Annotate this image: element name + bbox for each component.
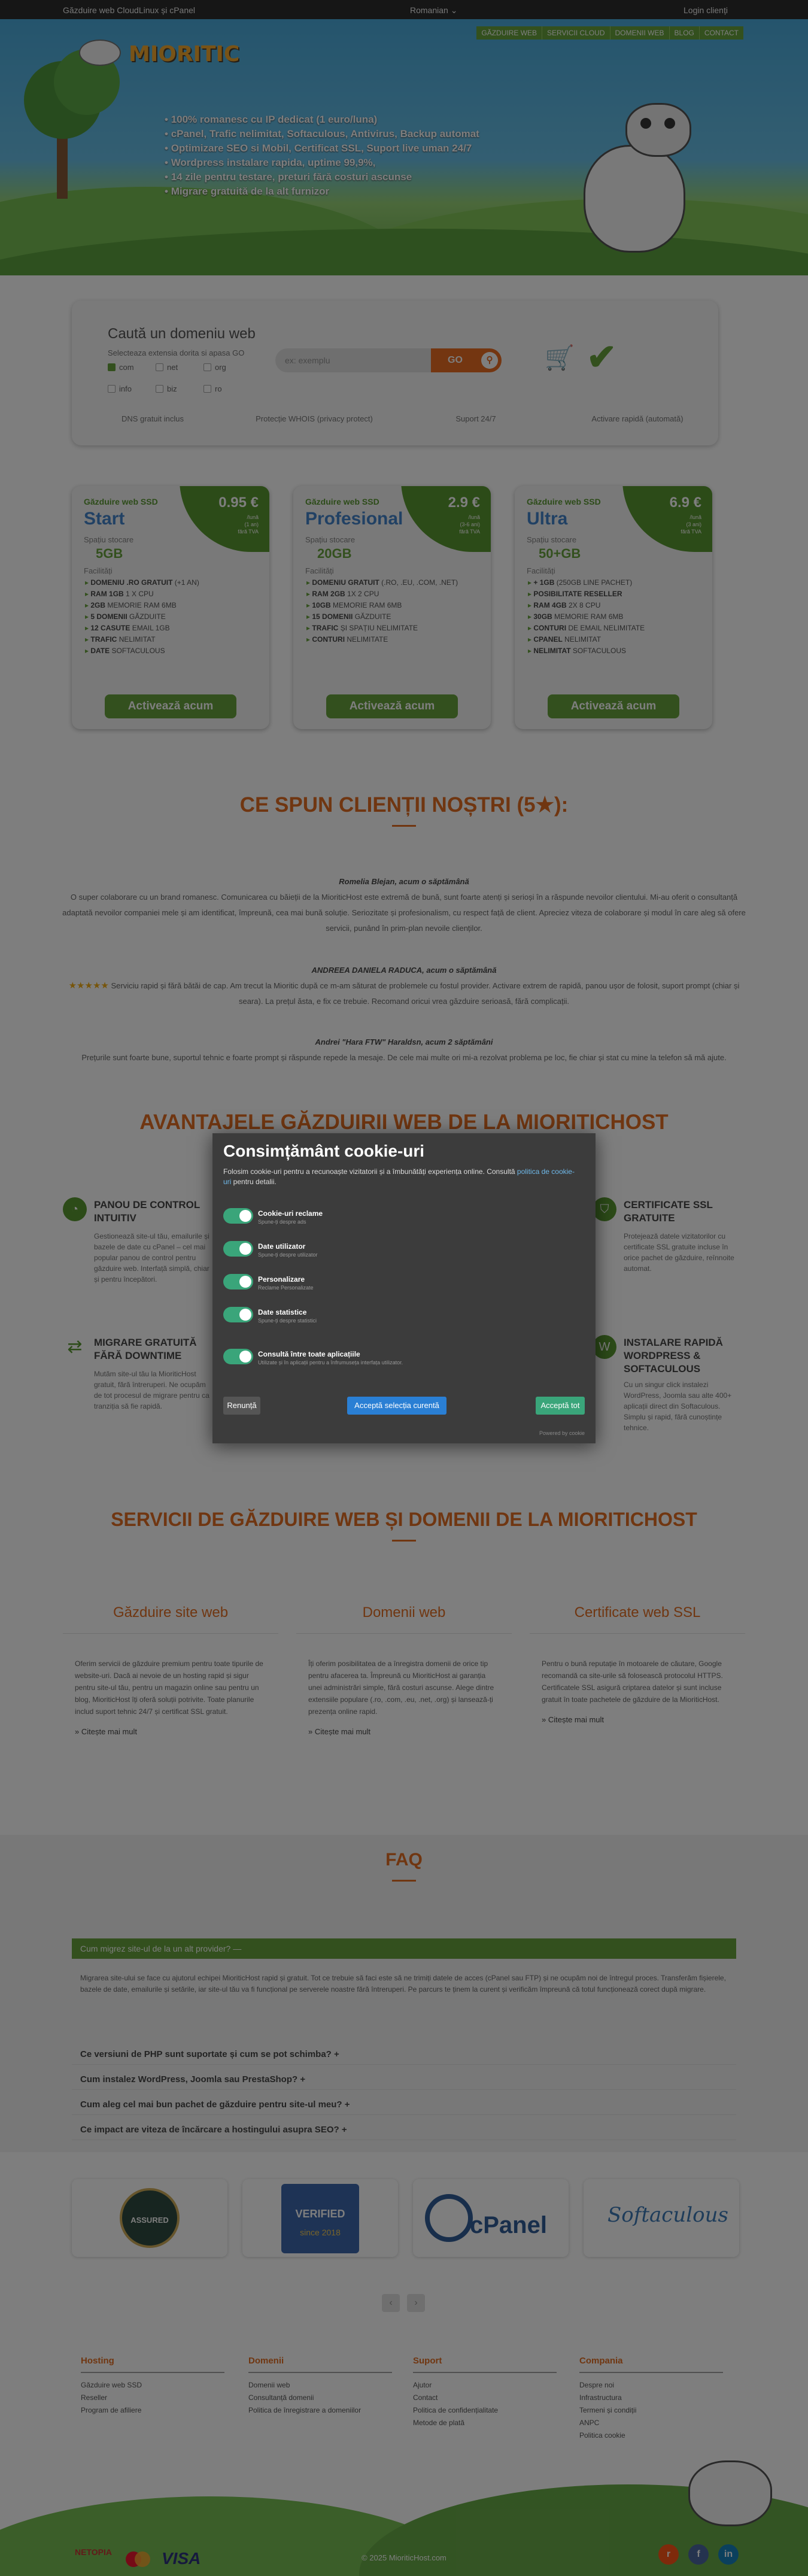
toggle-personalization[interactable] [223,1274,253,1289]
cookie-title: Consimțământ cookie-uri [223,1142,425,1160]
cookie-policy-link[interactable]: politica de cookie-uri [223,1167,575,1186]
accept-selection-button[interactable]: Acceptă selecția curentă [347,1397,446,1415]
cookie-description: Folosim cookie-uri pentru a recunoaște vizitatorii și a îmbunătăți experiența online. Consultă politica de cookie-uri pentru detalii. [223,1167,575,1186]
accept-all-button[interactable]: Acceptă tot [536,1397,585,1415]
toggle-ads[interactable] [223,1208,253,1224]
toggle-all-apps[interactable] [223,1349,253,1364]
toggle-user-data[interactable] [223,1241,253,1257]
powered-by: Powered by cookie [539,1430,585,1436]
refuse-button[interactable]: Renunță [223,1397,260,1415]
cookie-consent-dialog: Consimțământ cookie-uri Folosim cookie-uri pentru a recunoaște vizitatorii și a îmbunătăți experiența online. Consultă politica de cookie-uri pentru detalii. Cookie-uri reclame Spune-ți despre ads Date utilizator Spune-ți despre utilizator Personalizare Reclame Personalizate Date statistice Spune-ți despre statistici Consultă între toate aplicațiile Utilizate și în aplicații pentru a înfrumuseța interfața utilizator. Renunță Acceptă selecția curentă Acceptă tot Powered by cookie [212,1133,596,1443]
toggle-statistics[interactable] [223,1307,253,1322]
